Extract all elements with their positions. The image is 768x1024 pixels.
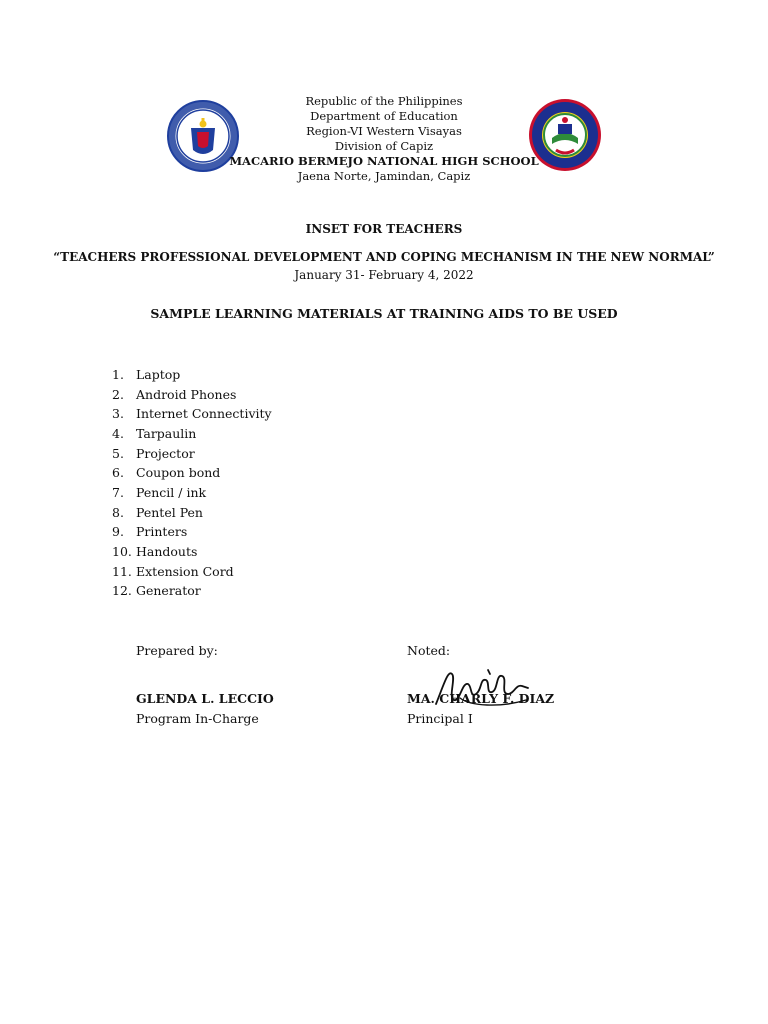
list-item — [112, 444, 272, 464]
list-item — [112, 483, 272, 503]
list-item-label: Extension Cord — [136, 563, 234, 579]
inset-title: INSET FOR TEACHERS — [305, 222, 463, 236]
list-item-label: Projector — [136, 445, 195, 461]
training-theme: “TEACHERS PROFESSIONAL DEVELOPMENT AND COPING MECHANISM IN THE NEW NORMAL” — [53, 250, 715, 264]
header-school-name: MACARIO BERMEJO NATIONAL HIGH SCHOOL — [229, 154, 539, 168]
list-item-number: 7. — [112, 484, 124, 500]
list-item-number: 3. — [112, 406, 124, 422]
list-item-label: Tarpaulin — [136, 425, 197, 441]
list-item — [112, 562, 272, 582]
list-item — [112, 463, 272, 483]
list-item-label: Printers — [136, 524, 188, 540]
materials-list — [112, 365, 272, 601]
header-address: Jaena Norte, Jamindan, Capiz — [297, 169, 471, 183]
list-item-label: Internet Connectivity — [136, 406, 272, 422]
header-region: Region-VI Western Visayas — [306, 124, 462, 138]
header-republic: Republic of the Philippines — [305, 94, 463, 108]
list-item — [112, 404, 272, 424]
list-item-number: 5. — [112, 445, 124, 461]
prepared-by-block — [136, 641, 274, 729]
materials-heading: SAMPLE LEARNING MATERIALS AT TRAINING AIDS TO BE USED — [150, 306, 618, 321]
list-item-label: Coupon bond — [136, 465, 221, 481]
list-item — [112, 424, 272, 444]
list-item-number: 11. — [112, 563, 132, 579]
prepared-by-name: GLENDA L. LECCIO — [136, 691, 274, 706]
letterhead — [200, 94, 568, 184]
list-item — [112, 385, 272, 405]
list-item-number: 6. — [112, 465, 124, 481]
list-item-label: Laptop — [136, 367, 181, 382]
noted-by-position: Principal I — [407, 711, 473, 726]
list-item — [112, 542, 272, 562]
list-item — [112, 503, 272, 523]
list-item — [112, 522, 272, 542]
list-item-label: Android Phones — [136, 386, 237, 402]
list-item-number: 8. — [112, 504, 124, 520]
header-department: Department of Education — [310, 109, 458, 123]
prepared-by-position: Program In-Charge — [136, 711, 259, 726]
signature-icon — [430, 664, 534, 712]
prepared-by-label: Prepared by: — [136, 643, 218, 658]
training-date: January 31- February 4, 2022 — [294, 268, 474, 282]
noted-by-label: Noted: — [407, 643, 451, 658]
list-item-number: 9. — [112, 524, 124, 540]
list-item — [112, 365, 272, 385]
list-item — [112, 581, 272, 601]
header-division: Division of Capiz — [334, 139, 434, 153]
list-item-label: Pentel Pen — [136, 504, 203, 520]
noted-by-name: MA. CHARLY F. DIAZ — [407, 691, 555, 706]
list-item-label: Generator — [136, 583, 201, 599]
list-item-label: Pencil / ink — [136, 484, 207, 500]
list-item-label: Handouts — [136, 543, 198, 559]
list-item-number: 1. — [112, 367, 124, 382]
list-item-number: 12. — [112, 583, 132, 599]
list-item-number: 2. — [112, 386, 124, 402]
list-item-number: 10. — [112, 543, 132, 559]
list-item-number: 4. — [112, 425, 124, 441]
